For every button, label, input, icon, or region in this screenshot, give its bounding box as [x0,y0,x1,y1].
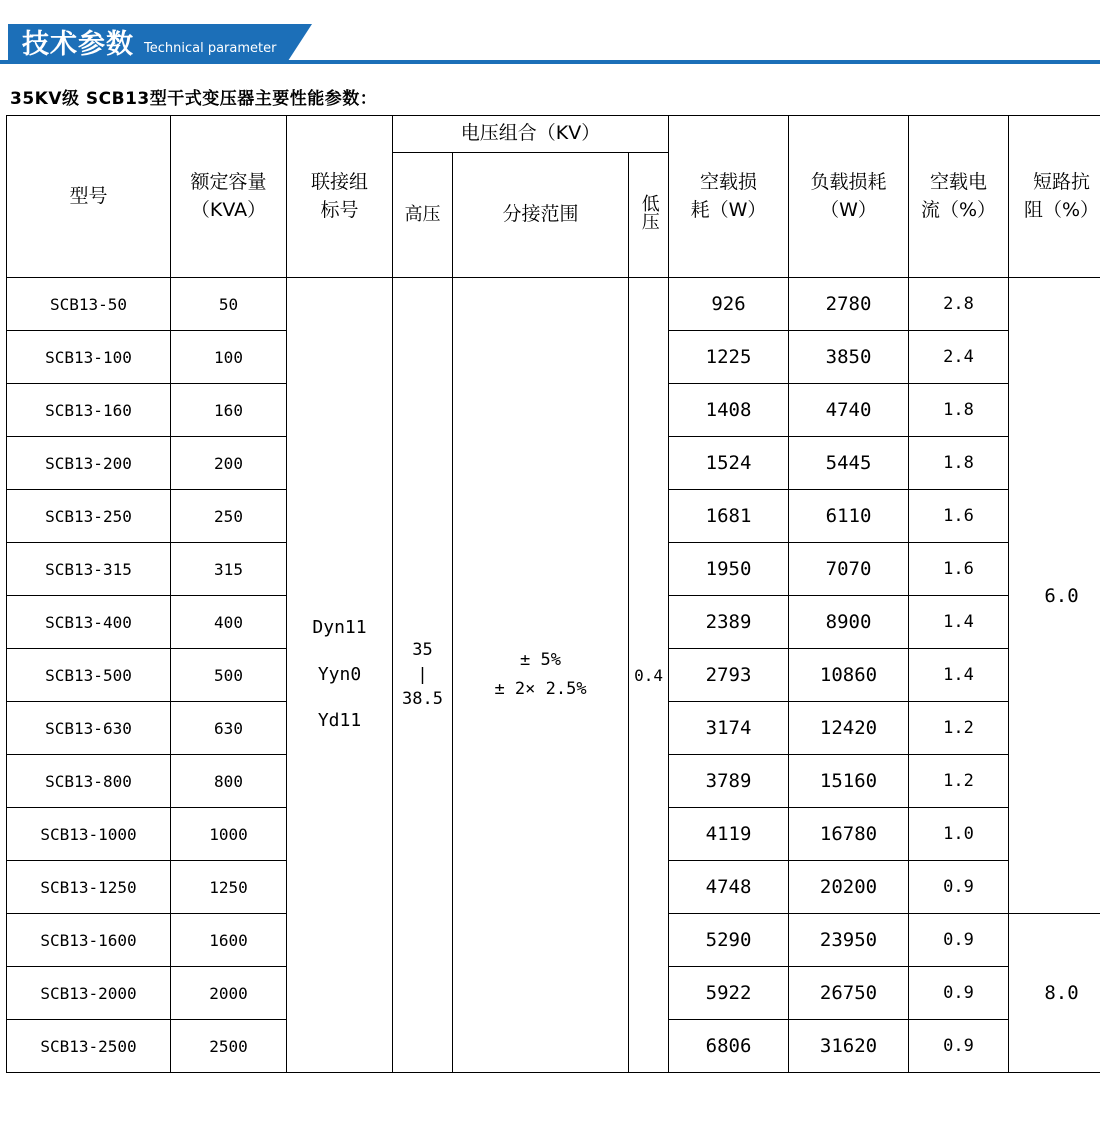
cell-load-loss: 8900 [789,596,909,649]
cell-load-loss: 10860 [789,649,909,702]
cell-model: SCB13-50 [7,278,171,331]
cell-model: SCB13-200 [7,437,171,490]
header-tap-range: 分接范围 [453,153,629,278]
cell-no-load-current: 1.8 [909,384,1009,437]
table-body [7,278,1100,1073]
cell-capacity: 1000 [171,808,287,861]
banner-tab [8,24,286,64]
cell-impedance-8: 8.0 [1009,914,1100,1073]
header-no-load-loss-line1: 空载损 [700,170,758,193]
cell-model: SCB13-2500 [7,1020,171,1073]
header-impedance [1009,116,1100,278]
cell-capacity: 2000 [171,967,287,1020]
cell-capacity: 100 [171,331,287,384]
cell-model: SCB13-1250 [7,861,171,914]
table-header-row-1 [7,116,1100,153]
cell-load-loss: 5445 [789,437,909,490]
cell-no-load-current: 2.8 [909,278,1009,331]
hv-upper: 35 [412,640,433,661]
cell-model: SCB13-400 [7,596,171,649]
cell-capacity: 1250 [171,861,287,914]
cell-capacity: 1600 [171,914,287,967]
connection-yyn0: Yyn0 [317,663,362,685]
cell-no-load-current: 1.6 [909,490,1009,543]
cell-no-load-current: 1.4 [909,649,1009,702]
cell-no-load-loss: 2793 [669,649,789,702]
cell-hv [393,278,453,1073]
cell-no-load-loss: 1681 [669,490,789,543]
cell-model: SCB13-1000 [7,808,171,861]
cell-load-loss: 6110 [789,490,909,543]
cell-model: SCB13-250 [7,490,171,543]
connection-dyn11: Dyn11 [312,616,367,638]
cell-no-load-loss: 1524 [669,437,789,490]
banner-title-cn: 技术参数 [22,28,134,60]
header-connection-line1: 联接组 [310,170,368,193]
header-hv-label: 高压 [404,204,441,226]
cell-load-loss: 12420 [789,702,909,755]
cell-no-load-current: 1.0 [909,808,1009,861]
cell-load-loss: 3850 [789,331,909,384]
cell-capacity: 250 [171,490,287,543]
page-subtitle: 35KV级 SCB13型干式变压器主要性能参数： [10,89,378,109]
cell-load-loss: 23950 [789,914,909,967]
cell-capacity: 400 [171,596,287,649]
cell-no-load-current: 1.2 [909,755,1009,808]
cell-model: SCB13-100 [7,331,171,384]
cell-no-load-loss: 4119 [669,808,789,861]
header-voltage-group: 电压组合（KV） [393,116,669,153]
banner-title-en: Technical parameter [144,40,277,56]
header-no-load-current [909,116,1009,278]
connection-yd11: Yd11 [317,710,362,732]
header-impedance-line1: 短路抗 [1033,170,1091,193]
cell-load-loss: 7070 [789,543,909,596]
cell-model: SCB13-2000 [7,967,171,1020]
cell-no-load-loss: 4748 [669,861,789,914]
cell-no-load-current: 2.4 [909,331,1009,384]
header-model: 型号 [7,116,171,278]
cell-load-loss: 16780 [789,808,909,861]
cell-no-load-loss: 3174 [669,702,789,755]
header-lv [629,153,669,278]
tap-line1: ± 5% [520,650,561,671]
header-hv [393,153,453,278]
tap-line2: ± 2× 2.5% [494,679,587,699]
cell-load-loss: 31620 [789,1020,909,1073]
hv-dash: | [417,664,428,685]
header-load-loss-line1: 负载损耗 [810,170,887,193]
header-connection-line2: 标号 [320,198,359,221]
header-no-load-loss-line2: 耗（W） [690,198,767,221]
cell-capacity: 2500 [171,1020,287,1073]
cell-no-load-loss: 3789 [669,755,789,808]
cell-no-load-current: 0.9 [909,861,1009,914]
header-capacity [171,116,287,278]
hv-lower: 38.5 [402,689,443,710]
header-lv-label: 低压 [638,194,660,231]
cell-no-load-loss: 6806 [669,1020,789,1073]
cell-model: SCB13-315 [7,543,171,596]
cell-no-load-loss: 926 [669,278,789,331]
cell-no-load-loss: 2389 [669,596,789,649]
cell-no-load-current: 1.4 [909,596,1009,649]
cell-capacity: 160 [171,384,287,437]
transformer-spec-table [6,115,1100,1073]
cell-no-load-current: 1.6 [909,543,1009,596]
section-banner [0,0,1100,76]
cell-no-load-loss: 5922 [669,967,789,1020]
cell-capacity: 800 [171,755,287,808]
cell-no-load-current: 0.9 [909,967,1009,1020]
cell-no-load-loss: 1950 [669,543,789,596]
cell-no-load-loss: 1408 [669,384,789,437]
cell-lv: 0.4 [629,278,669,1073]
cell-model: SCB13-1600 [7,914,171,967]
cell-no-load-loss: 1225 [669,331,789,384]
cell-impedance-6: 6.0 [1009,278,1100,914]
cell-capacity: 315 [171,543,287,596]
cell-capacity: 630 [171,702,287,755]
cell-no-load-loss: 5290 [669,914,789,967]
header-load-loss [789,116,909,278]
cell-load-loss: 20200 [789,861,909,914]
table-row [7,278,1100,331]
header-impedance-line2: 阻（%） [1024,198,1100,221]
cell-no-load-current: 1.8 [909,437,1009,490]
cell-no-load-current: 0.9 [909,914,1009,967]
header-no-load-current-line1: 空载电 [930,170,988,193]
cell-tap-range [453,278,629,1073]
cell-connection-group [287,278,393,1073]
cell-load-loss: 2780 [789,278,909,331]
cell-load-loss: 15160 [789,755,909,808]
header-connection [287,116,393,278]
cell-capacity: 500 [171,649,287,702]
cell-load-loss: 26750 [789,967,909,1020]
cell-model: SCB13-500 [7,649,171,702]
cell-model: SCB13-160 [7,384,171,437]
cell-load-loss: 4740 [789,384,909,437]
cell-model: SCB13-630 [7,702,171,755]
header-no-load-loss [669,116,789,278]
cell-capacity: 50 [171,278,287,331]
header-no-load-current-line2: 流（%） [921,198,997,221]
cell-capacity: 200 [171,437,287,490]
header-capacity-line1: 额定容量 [190,170,267,193]
header-load-loss-line2: （W） [820,198,877,221]
spec-table-wrapper [6,115,1100,1073]
cell-no-load-current: 1.2 [909,702,1009,755]
header-capacity-line2: （KVA） [190,198,267,221]
cell-no-load-current: 0.9 [909,1020,1009,1073]
cell-model: SCB13-800 [7,755,171,808]
